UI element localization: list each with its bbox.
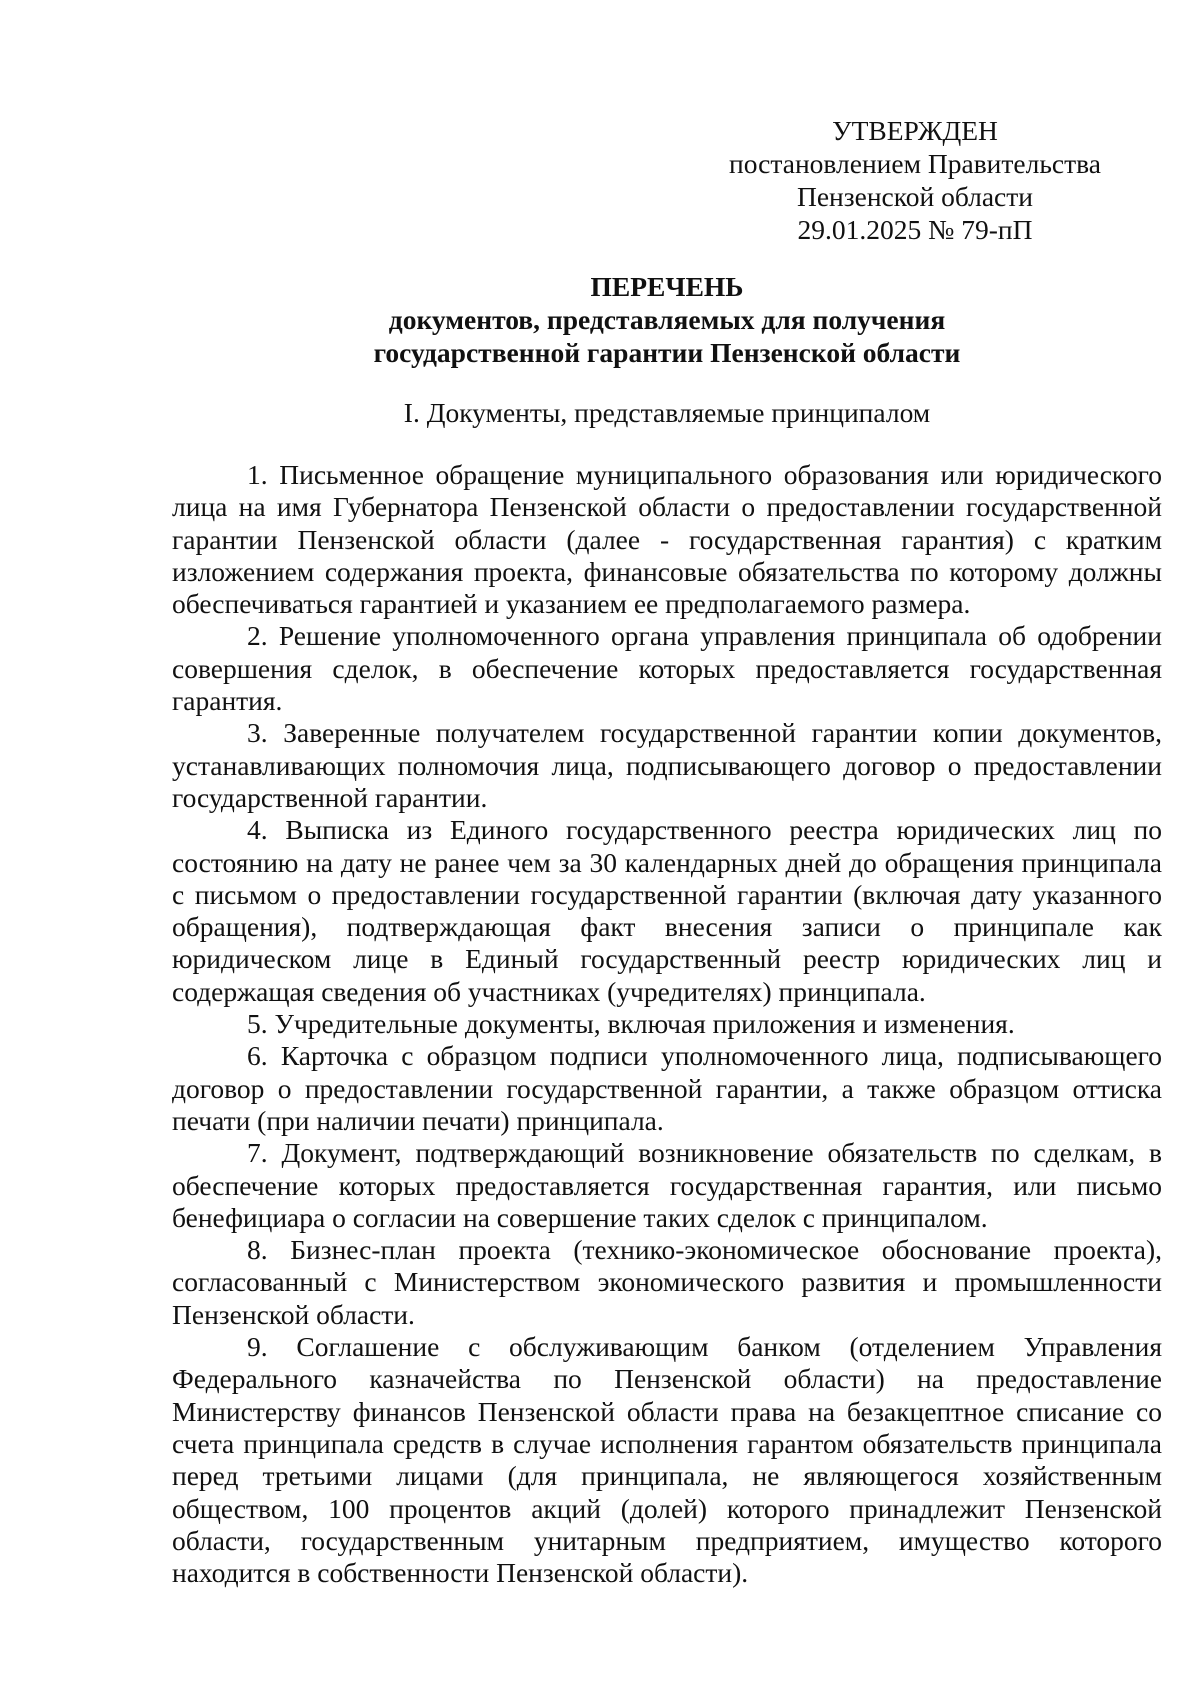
title-line-2: документов, представляемых для получения [388,304,946,335]
title-line-1: ПЕРЕЧЕНЬ [590,271,744,302]
approval-stamp-block [700,114,1130,246]
list-item-9: 9. Соглашение с обслуживающим банком (отделением Управления Федерального казначейства по Пензенской области) на предоставление Министерству финансов Пензенской области права на безакцептное списание со счета принципала средств в случае исполнения гарантом обязательств принципала перед третьими лицами (для принципала, не являющегося хозяйственным обществом, 100 процентов акций (долей) которого принадлежит Пензенской области, государственным унитарным предприятием, имущество которого находится в собственности Пензенской области). [172,1331,1162,1589]
list-item-7: 7. Документ, подтверждающий возникновение обязательств по сделкам, в обеспечение которых предоставляется государственная гарантия, или письмо бенефициара о согласии на совершение таких сделок с принципалом. [172,1137,1162,1233]
list-item-1: 1. Письменное обращение муниципального образования или юридического лица на имя Губернатора Пензенской области о предоставлении государственной гарантии Пензенской области (далее - государственная гарантия) с кратким изложением содержания проекта, финансовые обязательства по которому должны обеспечиваться гарантией и указанием ее предполагаемого размера. [172,459,1162,620]
document-body [172,459,1162,1589]
list-item-4: 4. Выписка из Единого государственного реестра юридических лиц по состоянию на дату не ранее чем за 30 календарных дней до обращения принципала с письмом о предоставлении государственной гарантии (включая дату указанного обращения), подтверждающая факт внесения записи о принципале как юридическом лице в Единый государственный реестр юридических лиц и содержащая сведения об участниках (учредителях) принципала. [172,814,1162,1007]
approval-region: Пензенской области [796,181,1033,212]
approval-date-number: 29.01.2025 № 79-пП [797,214,1033,245]
document-title [172,270,1162,369]
list-item-8: 8. Бизнес-план проекта (технико-экономическое обоснование проекта), согласованный с Министерством экономического развития и промышленности Пензенской области. [172,1234,1162,1330]
list-item-5: 5. Учредительные документы, включая приложения и изменения. [247,1008,1015,1040]
title-line-3: государственной гарантии Пензенской области [373,337,961,368]
section-heading: I. Документы, представляемые принципалом [403,397,931,428]
list-item-6: 6. Карточка с образцом подписи уполномоченного лица, подписывающего договор о предоставлении государственной гарантии, а также образцом оттиска печати (при наличии печати) принципала. [172,1040,1162,1136]
list-item-2: 2. Решение уполномоченного органа управления принципала об одобрении совершения сделок, в обеспечение которых предоставляется государственная гарантия. [172,620,1162,717]
approval-heading: УТВЕРЖДЕН [832,115,998,146]
list-item-3: 3. Заверенные получателем государственной гарантии копии документов, устанавливающих полномочия лица, подписывающего договор о предоставлении государственной гарантии. [172,717,1162,813]
approval-authority: постановлением Правительства [729,148,1101,179]
